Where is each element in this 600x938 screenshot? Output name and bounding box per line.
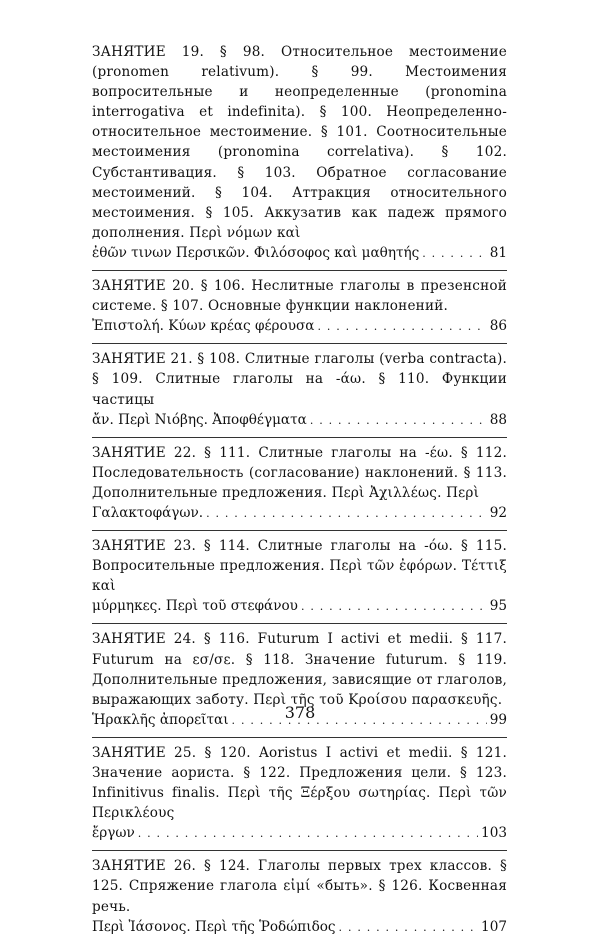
separator-rule	[92, 737, 507, 738]
separator-rule	[92, 343, 507, 344]
dot-leader	[422, 244, 486, 264]
toc-entry-text: ЗАНЯТИЕ 20. § 106. Неслитные глаголы в презенсной системе. § 107. Основные функции наклонений.	[92, 278, 507, 315]
toc-entry-last-line	[92, 316, 507, 337]
toc-entry-lesson-21	[92, 349, 507, 430]
toc-entry-lesson-23	[92, 536, 507, 617]
toc-entry-text-end: Περὶ Ἰάσονος. Περὶ τῆς Ῥοδώπιδος	[92, 918, 336, 935]
separator-rule	[92, 270, 507, 271]
toc-page-number: 81	[489, 244, 507, 261]
toc-entry-text-end: Γαλακτοφάγων.	[92, 504, 204, 521]
toc-entry-text: ЗАНЯТИЕ 24. § 116. Futurum I activi et medii. § 117. Futurum на εσ/σε. § 118. Значение futurum. § 119. Дополнительные предложения, зависящие от глаголов, выражающих заботу. Περὶ τῆς τοῦ Κροίσου παρασκευῆς.	[92, 631, 507, 708]
toc-entry-text: ЗАНЯТИЕ 26. § 124. Глаголы первых трех классов. § 125. Спряжение глагола εἰμί «быть». § 126. Косвенная речь.	[92, 858, 507, 915]
dot-leader	[317, 317, 486, 337]
toc-entry-text-end: Ἡρακλῆς ἀπορεῖται	[92, 711, 229, 728]
toc-entry-last-line	[92, 823, 507, 844]
dot-leader	[301, 597, 487, 617]
toc-entry-lesson-22	[92, 443, 507, 524]
toc-entry-text-end: ἐθῶν τινων Περσικῶν. Φιλόσοφος καὶ μαθητής	[92, 244, 420, 261]
toc-entry-lesson-19	[92, 42, 507, 264]
toc-entry-last-line	[92, 917, 507, 938]
toc-page-number: 99	[489, 711, 507, 728]
toc-entry-last-line	[92, 410, 507, 431]
table-of-contents	[92, 42, 507, 938]
separator-rule	[92, 850, 507, 851]
toc-entry-text-end: μύρμηκες. Περὶ τοῦ στεφάνου	[92, 598, 298, 615]
toc-entry-text-end: ἄν. Περὶ Νιόβης. Ἀποφθέγματα	[92, 411, 307, 428]
toc-entry-last-line	[92, 243, 507, 264]
toc-entry-text: ЗАНЯТИЕ 21. § 108. Слитные глаголы (verba contracta). § 109. Слитные глаголы на -άω. § 110. Функции частицы	[92, 351, 507, 408]
toc-page-number: 88	[489, 411, 507, 428]
dot-leader	[339, 918, 479, 938]
toc-page-number: 86	[489, 318, 507, 335]
toc-page-number: 107	[481, 918, 507, 935]
dot-leader	[206, 504, 487, 524]
toc-entry-last-line	[92, 596, 507, 617]
toc-entry-lesson-25	[92, 743, 507, 844]
page-number: 378	[284, 703, 316, 722]
toc-page-number: 92	[489, 504, 507, 521]
toc-entry-last-line	[92, 503, 507, 524]
toc-entry-lesson-20	[92, 276, 507, 337]
toc-page-number: 103	[481, 825, 507, 842]
toc-entry-text-end: Ἐπιστολή. Κύων κρέας φέρουσα	[92, 318, 315, 335]
toc-entry-text-end: ἔργων	[92, 825, 135, 842]
toc-entry-lesson-26	[92, 856, 507, 937]
dot-leader	[138, 824, 478, 844]
separator-rule	[92, 437, 507, 438]
toc-entry-text: ЗАНЯТИЕ 23. § 114. Слитные глаголы на -όω. § 115. Вопросительные предложения. Περὶ τῶν ἐφόρων. Τέττιξ καὶ	[92, 538, 507, 595]
separator-rule	[92, 530, 507, 531]
separator-rule	[92, 623, 507, 624]
dot-leader	[310, 411, 487, 431]
toc-entry-text: ЗАНЯТИЕ 22. § 111. Слитные глаголы на -έω. § 112. Последовательность (согласование) наклонений. § 113. Дополнительные предложения. Περὶ Ἀχιλλέως. Περὶ	[92, 444, 507, 501]
toc-entry-text: ЗАНЯТИЕ 25. § 120. Aoristus I activi et medii. § 121. Значение аориста. § 122. Предложения цели. § 123. Infinitivus finalis. Περὶ τῆς Ξέρξου σωτηρίας. Περὶ τῶν Περικλέους	[92, 744, 507, 822]
toc-entry-text: ЗАНЯТИЕ 19. § 98. Относительное местоимение (pronomen relativum). § 99. Местоимения вопросительные и неопределенные (pronomina interrogativa et indefinita). § 100. Неопределенно-относительное местоимение. § 101. Соотносительные местоимения (pronomina correlativa). § 102. Субстантивация. § 103. Обратное согласование местоимений. § 104. Аттракция относительного местоимения. § 105. Аккузатив как падеж прямого дополнения. Περὶ νόμων καὶ	[92, 44, 507, 241]
toc-page-number: 95	[489, 598, 507, 615]
